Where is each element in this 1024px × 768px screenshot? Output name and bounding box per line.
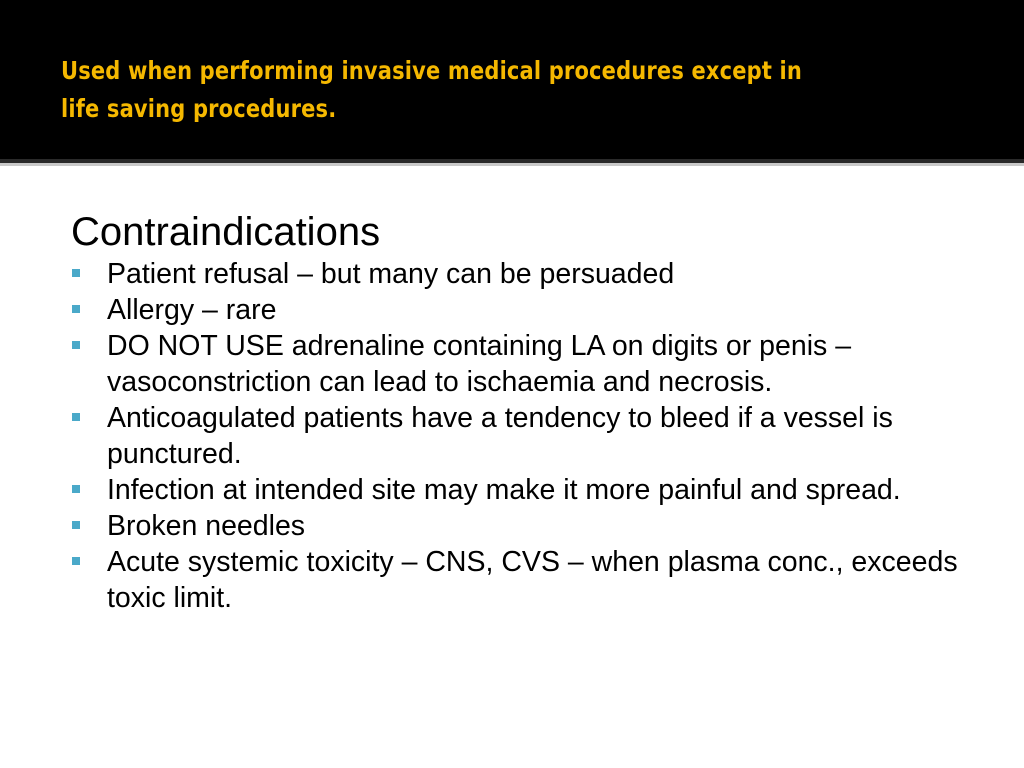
- square-bullet-icon: [72, 341, 80, 349]
- bullet-text: DO NOT USE adrenaline containing LA on digits or penis – vasoconstriction can lead to ischaemia and necrosis.: [107, 330, 852, 398]
- title-divider-light: [0, 163, 1024, 166]
- bullet-text: Broken needles: [107, 510, 306, 542]
- bullet-text: Anticoagulated patients have a tendency to bleed if a vessel is punctured.: [107, 402, 893, 470]
- bullet-text: Infection at intended site may make it more painful and spread.: [107, 474, 901, 506]
- square-bullet-icon: [72, 269, 80, 277]
- title-band: [0, 0, 1024, 159]
- bullet-item: [71, 400, 961, 472]
- bullet-item: [71, 472, 961, 508]
- bullet-item: [71, 544, 961, 616]
- bullet-text: Acute systemic toxicity – CNS, CVS – when plasma conc., exceeds toxic limit.: [107, 546, 958, 614]
- bullet-item: [71, 256, 961, 292]
- bullet-list: [71, 256, 961, 616]
- square-bullet-icon: [72, 485, 80, 493]
- square-bullet-icon: [72, 521, 80, 529]
- square-bullet-icon: [72, 413, 80, 421]
- bullet-text: Allergy – rare: [107, 294, 277, 326]
- bullet-text: Patient refusal – but many can be persuaded: [107, 258, 675, 290]
- square-bullet-icon: [72, 305, 80, 313]
- bullet-item: [71, 292, 961, 328]
- slide-body: [71, 208, 961, 616]
- bullet-item: [71, 508, 961, 544]
- square-bullet-icon: [72, 557, 80, 565]
- bullet-item: [71, 328, 961, 400]
- section-heading: Contraindications: [71, 210, 381, 254]
- slide-title: Used when performing invasive medical procedures except in life saving procedures.: [61, 56, 803, 123]
